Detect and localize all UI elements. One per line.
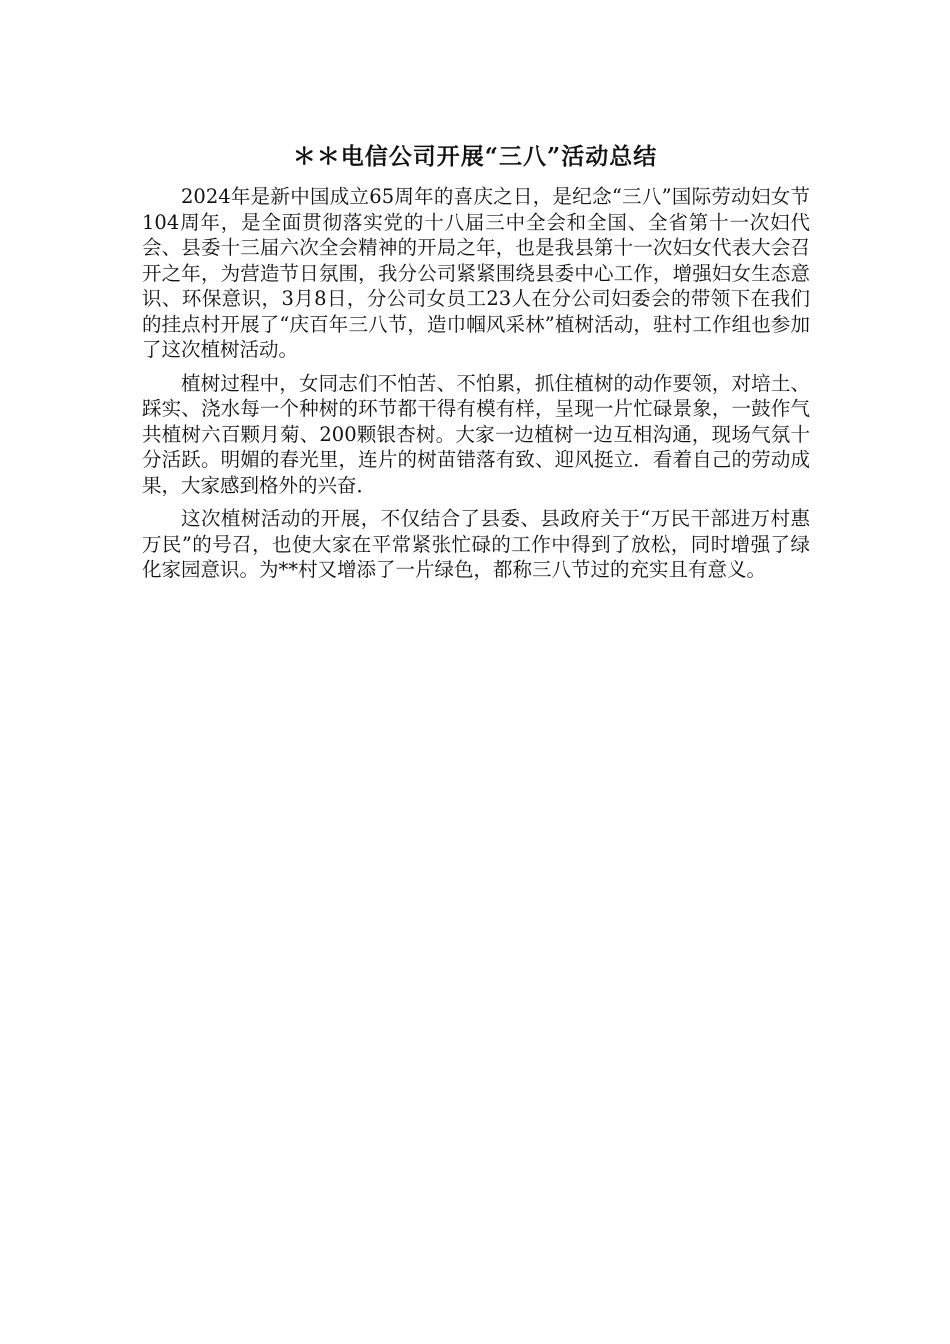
paragraph-conclusion: 这次植树活动的开展，不仅结合了县委、县政府关于“万民干部进万村惠万民”的号召，也使大家在平常紧张忙碌的工作中得到了放松，同时增强了绿化家园意识。为**村又增添了一片绿色，都称三八节过的充实且有意义。 bbox=[142, 507, 810, 581]
document-title: ＊＊电信公司开展“三八”活动总结 bbox=[292, 143, 658, 170]
document-body bbox=[142, 184, 810, 591]
paragraph-planting-process: 植树过程中，女同志们不怕苦、不怕累，抓住植树的动作要领，对培土、踩实、浇水每一个种树的环节都干得有模有样，呈现一片忙碌景象，一鼓作气共植树六百颗月菊、200颗银杏树。大家一边植树一边互相沟通，现场气氛十分活跃。明媚的春光里，连片的树苗错落有致、迎风挺立．看着自己的劳动成果，大家感到格外的兴奋． bbox=[142, 371, 810, 497]
paragraph-intro: 2024年是新中国成立65周年的喜庆之日，是纪念“三八”国际劳动妇女节104周年，是全面贯彻落实党的十八届三中全会和全国、全省第十一次妇代会、县委十三届六次全会精神的开局之年，也是我县第十一次妇女代表大会召开之年，为营造节日氛围，我分公司紧紧围绕县委中心工作，增强妇女生态意识、环保意识，3月8日，分公司女员工23人在分公司妇委会的带领下在我们的挂点村开展了“庆百年三八节，造巾帼风采林”植树活动，驻村工作组也参加了这次植树活动。 bbox=[142, 185, 810, 361]
